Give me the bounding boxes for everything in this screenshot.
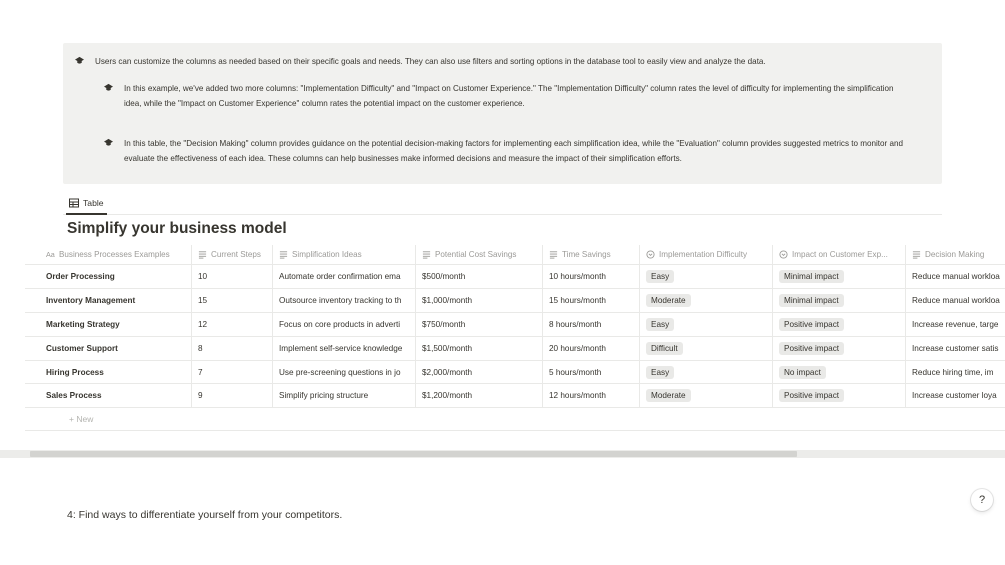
cell-value: 5 hours/month — [549, 367, 602, 377]
table-header-row — [25, 245, 1005, 265]
select-tag: Positive impact — [779, 389, 844, 402]
table-cell[interactable] — [272, 361, 415, 384]
table-cell[interactable] — [905, 361, 1005, 384]
row-title: Sales Process — [46, 391, 102, 401]
horizontal-scrollbar[interactable] — [0, 450, 1005, 458]
cell-value: Increase revenue, targe — [912, 319, 999, 329]
cell-value: $2,000/month — [422, 367, 473, 377]
column-header-label: Implementation Difficulty — [659, 250, 748, 259]
table-cell[interactable] — [905, 313, 1005, 336]
column-header[interactable] — [542, 245, 639, 264]
column-header-label: Business Processes Examples — [59, 250, 170, 259]
table-row[interactable] — [25, 313, 1005, 337]
select-tag: Minimal impact — [779, 270, 844, 283]
table-cell[interactable] — [415, 361, 542, 384]
cell-value: Reduce manual workloa — [912, 295, 1000, 305]
table-cell[interactable] — [639, 313, 772, 336]
row-title: Hiring Process — [46, 367, 104, 377]
select-property-icon — [646, 250, 655, 259]
column-header[interactable] — [639, 245, 772, 264]
cell-value: $1,000/month — [422, 295, 473, 305]
table-cell[interactable] — [772, 265, 905, 288]
column-header[interactable] — [772, 245, 905, 264]
table-cell[interactable] — [191, 361, 272, 384]
table-cell[interactable] — [191, 265, 272, 288]
column-header-label: Impact on Customer Exp... — [792, 250, 888, 259]
cell-value: Increase customer satis — [912, 343, 999, 353]
select-tag: No impact — [779, 366, 826, 379]
select-tag: Easy — [646, 366, 674, 379]
cell-value: $1,500/month — [422, 343, 473, 353]
column-header[interactable] — [191, 245, 272, 264]
cell-value: Reduce hiring time, im — [912, 367, 994, 377]
table-row[interactable] — [25, 361, 1005, 385]
select-tag: Minimal impact — [779, 294, 844, 307]
cell-value: 20 hours/month — [549, 343, 606, 353]
select-property-icon — [779, 250, 788, 259]
table-cell[interactable] — [772, 289, 905, 312]
row-title: Marketing Strategy — [46, 319, 120, 329]
cell-value: Use pre-screening questions in jo — [279, 367, 401, 377]
select-tag: Difficult — [646, 342, 683, 355]
column-header-label: Potential Cost Savings — [435, 250, 517, 259]
cell-value: 15 — [198, 295, 208, 305]
select-tag: Easy — [646, 270, 674, 283]
row-title: Order Processing — [46, 271, 115, 281]
tab-table-view[interactable] — [66, 192, 107, 215]
cell-value: 7 — [198, 367, 203, 377]
cell-value: Reduce manual workloa — [912, 271, 1000, 281]
table-cell[interactable] — [542, 384, 639, 407]
row-title: Inventory Management — [46, 295, 136, 305]
column-header-label: Current Steps — [211, 250, 261, 259]
table-cell[interactable] — [415, 289, 542, 312]
table-cell[interactable] — [272, 289, 415, 312]
table-cell[interactable] — [25, 384, 191, 407]
row-title: Customer Support — [46, 343, 118, 353]
table-cell[interactable] — [191, 337, 272, 360]
cell-value: 12 — [198, 319, 208, 329]
table-cell[interactable] — [639, 337, 772, 360]
new-row-button[interactable]: + New — [25, 408, 1005, 431]
cell-value: Focus on core products in adverti — [279, 319, 401, 329]
cell-value: $750/month — [422, 319, 466, 329]
table-row[interactable] — [25, 384, 1005, 408]
table-cell[interactable] — [905, 289, 1005, 312]
text-property-icon — [279, 250, 288, 259]
cell-value: 8 hours/month — [549, 319, 602, 329]
table-cell[interactable] — [772, 337, 905, 360]
table-cell[interactable] — [542, 289, 639, 312]
table-cell[interactable] — [191, 289, 272, 312]
scrollbar-thumb[interactable] — [30, 451, 797, 457]
column-header-label: Decision Making — [925, 250, 985, 259]
column-header[interactable] — [272, 245, 415, 264]
table-cell[interactable] — [272, 384, 415, 407]
cell-value: 12 hours/month — [549, 391, 606, 401]
table-cell[interactable] — [772, 361, 905, 384]
text-property-icon — [422, 250, 431, 259]
table-cell[interactable] — [25, 361, 191, 384]
table-cell[interactable] — [772, 384, 905, 407]
table-cell[interactable] — [272, 265, 415, 288]
table-cell[interactable] — [25, 313, 191, 336]
cell-value: Automate order confirmation ema — [279, 271, 401, 281]
table-cell[interactable] — [272, 337, 415, 360]
table-cell[interactable] — [905, 265, 1005, 288]
graduation-cap-icon — [104, 138, 113, 147]
cell-value: Simplify pricing structure — [279, 391, 369, 401]
table-row[interactable] — [25, 265, 1005, 289]
table-cell[interactable] — [25, 289, 191, 312]
column-header[interactable] — [415, 245, 542, 264]
table-cell[interactable] — [191, 313, 272, 336]
bullet-text: Users can customize the columns as needed based on their specific goals and needs. They can also use filters and sorting options in the database tool to easily view and analyze the data. — [95, 57, 766, 66]
table-row[interactable] — [25, 337, 1005, 361]
cell-value: Implement self-service knowledge — [279, 343, 403, 353]
text-property-icon — [912, 250, 921, 259]
table-cell[interactable] — [272, 313, 415, 336]
column-header[interactable] — [905, 245, 1005, 264]
title-property-icon — [46, 250, 55, 259]
bullet-text: In this table, the "Decision Making" column provides guidance on the potential decision-making factors for implementing each simplification idea, while the "Evaluation" column provides suggested metrics to monitor and evaluate the effectiveness of each idea. These columns can help businesses make informed decisions and measure the impact of their simplification efforts. — [124, 139, 904, 163]
graduation-cap-icon — [104, 83, 113, 92]
table-cell[interactable] — [25, 265, 191, 288]
cell-value: Increase customer loya — [912, 391, 997, 401]
table-cell[interactable] — [415, 384, 542, 407]
bullet-text: In this example, we've added two more columns: "Implementation Difficulty" and "Impact on Customer Experience." The "Implementation Difficulty" column rates the level of difficulty for implementing the simplification idea, while the "Impact on Customer Experience" column rates the potential impact on the customer experience. — [124, 84, 894, 108]
table-cell[interactable] — [905, 337, 1005, 360]
table-cell[interactable] — [542, 361, 639, 384]
table-cell[interactable] — [25, 337, 191, 360]
select-tag: Positive impact — [779, 318, 844, 331]
cell-value: 15 hours/month — [549, 295, 606, 305]
table-cell[interactable] — [542, 313, 639, 336]
section-heading: 4: Find ways to differentiate yourself from your competitors. — [67, 509, 343, 521]
svg-text:Aa: Aa — [46, 250, 55, 259]
table-cell[interactable] — [415, 313, 542, 336]
table-cell[interactable] — [639, 361, 772, 384]
graduation-cap-icon — [75, 56, 84, 65]
cell-value: $1,200/month — [422, 391, 473, 401]
table-cell[interactable] — [639, 384, 772, 407]
cell-value: Outsource inventory tracking to th — [279, 295, 402, 305]
table-row[interactable] — [25, 289, 1005, 313]
cell-value: 8 — [198, 343, 203, 353]
table-cell[interactable] — [905, 384, 1005, 407]
tab-label: Table — [83, 197, 104, 208]
select-tag: Moderate — [646, 294, 691, 307]
cell-value: 10 hours/month — [549, 271, 606, 281]
table-cell[interactable] — [639, 289, 772, 312]
table-cell[interactable] — [772, 313, 905, 336]
select-tag: Easy — [646, 318, 674, 331]
table-cell[interactable] — [415, 337, 542, 360]
select-tag: Positive impact — [779, 342, 844, 355]
table-cell[interactable] — [415, 265, 542, 288]
cell-value: $500/month — [422, 271, 466, 281]
column-header-label: Time Savings — [562, 250, 611, 259]
text-property-icon — [549, 250, 558, 259]
table-cell[interactable] — [542, 265, 639, 288]
column-header-label: Simplification Ideas — [292, 250, 362, 259]
table-cell[interactable] — [639, 265, 772, 288]
cell-value: 9 — [198, 391, 203, 401]
column-header[interactable] — [25, 245, 191, 264]
cell-value: 10 — [198, 271, 208, 281]
table-icon — [69, 198, 79, 208]
select-tag: Moderate — [646, 389, 691, 402]
table-cell[interactable] — [191, 384, 272, 407]
table-cell[interactable] — [542, 337, 639, 360]
database-title: Simplify your business model — [67, 220, 287, 237]
database-table — [25, 245, 1005, 431]
text-property-icon — [198, 250, 207, 259]
view-tabs — [63, 192, 942, 215]
help-button[interactable]: ? — [971, 489, 993, 511]
